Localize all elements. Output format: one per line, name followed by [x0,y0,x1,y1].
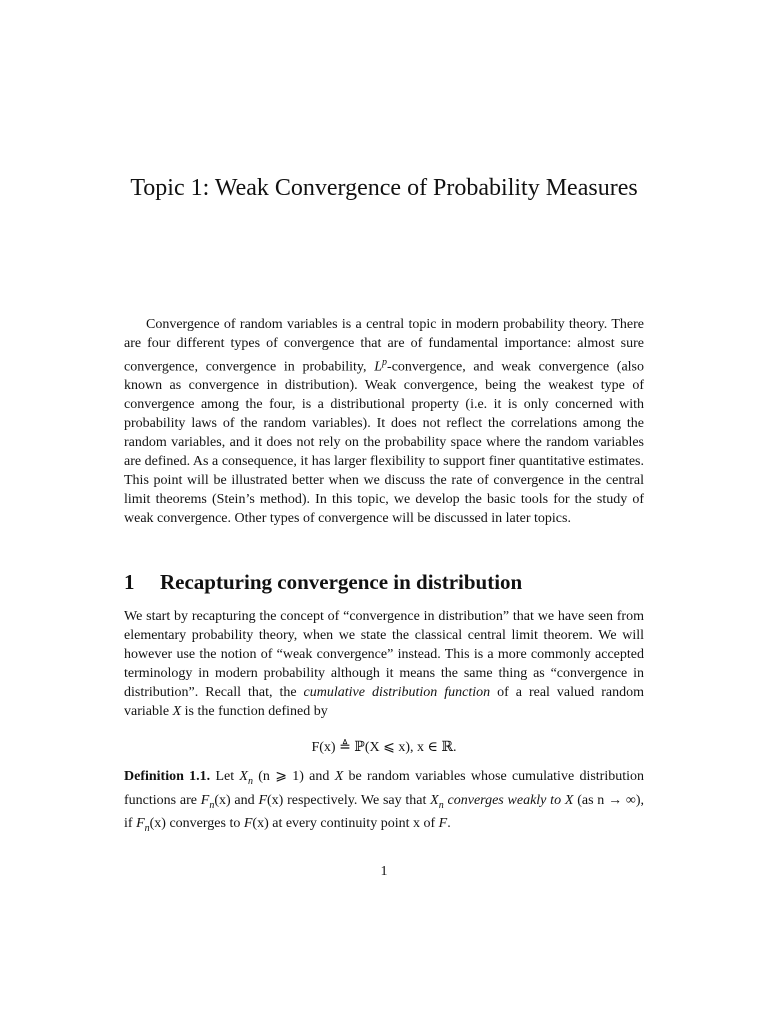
math-var: F [243,816,253,832]
cdf-equation: F(x) ≜ ℙ(X ⩽ x), x ∈ ℝ. [311,740,457,755]
definition-text: (n ⩾ 1) and [252,769,335,784]
definition-label: Definition 1.1. [124,769,211,784]
document-title: Topic 1: Weak Convergence of Probability Measures [130,175,638,201]
definition-block [124,768,644,839]
abstract-text-1: Convergence of random variables is a central topic in modern probability theory. There are four different types of convergence that are of fundamental importance: almost sure convergence, convergence in probability, [124,317,644,375]
definition-text: (as n → ∞), if [124,792,645,832]
math-var: X [334,769,344,784]
section-heading [124,568,644,596]
math-var: F [136,816,145,832]
math-subscript: n [144,823,150,835]
section-title-text: Recapturing convergence in distribution [160,570,523,594]
definition-emphasis: converges weakly to [443,792,565,808]
math-var: F [438,816,448,832]
section-number: 1 [124,570,135,594]
definition-text: be random variables whose cumulative distribution functions are [124,769,645,808]
math-var: F [258,792,267,808]
definition-text: (x) at every continuity point x of [252,816,439,832]
math-subscript: n [247,775,253,787]
math-var: X [564,792,574,808]
math-subscript: n [438,799,444,811]
abstract-paragraph [124,316,644,529]
paragraph-emphasis: cumulative distribution function [303,684,491,700]
paragraph-variable: X [172,703,182,719]
math-var: F [200,792,210,808]
page-number: 1 [380,864,388,879]
math-var: X [239,769,248,784]
abstract-text-2: -convergence, and weak convergence (also known as convergence in distribution). Weak convergence, being the weakest type of convergence among the four, is a distributional property (i.e. it is only concerned with probability laws of the random variables). It does not reflect the correlations among the random variables, and it does not rely on the probability space where the random variables are defined. As a consequence, it has larger flexibility to support finer quantitative estimates. This point will be illustrated better when we discuss the rate of convergence in the central limit theorems (Stein’s method). In this topic, we develop the basic tools for the study of weak convergence. Other types of convergence will be discussed in later topics. [124,359,644,526]
paragraph-text-1: We start by recapturing the concept of “convergence in distribution” that we have seen from elementary probability theory, when we state the classical central limit theorem. We will however use the notion of “weak convergence” instead. This is a more commonly accepted terminology in modern probability although it means the same thing as “convergence in distribution”. Recall that, the [124,609,644,700]
math-var: X [430,792,439,808]
definition-text: (x) respectively. We say that [267,792,431,808]
math-subscript: n [209,799,215,811]
paragraph-text-2: of a real valued random variable [124,684,644,719]
definition-text: (x) and [214,792,259,808]
lp-symbol: L [374,359,383,375]
definition-text: Let [210,769,240,784]
paragraph-text-3: is the function defined by [181,703,328,719]
definition-text: (x) converges to [149,816,244,832]
definition-text: . [447,816,451,832]
section-paragraph [124,608,644,721]
lp-superscript: p [382,356,388,368]
